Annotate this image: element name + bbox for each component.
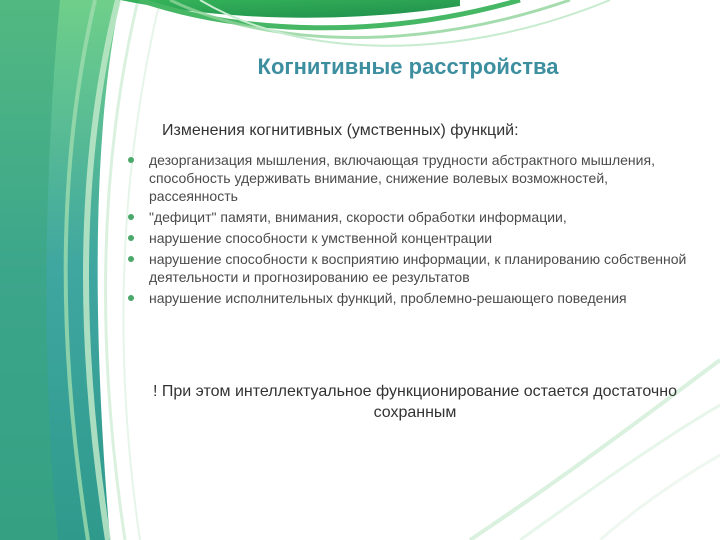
slide-title: Когнитивные расстройства	[257, 54, 559, 79]
bullet-text: дезорганизация мышления, включающая трудности абстрактного мышления, способность удерживать внимание, снижение волевых возможностей, рассеянность	[149, 152, 655, 204]
conclusion-note: ! При этом интеллектуальное функционирование остается достаточно сохранным	[153, 383, 677, 421]
bullet-text: "дефицит" памяти, внимания, скорости обработки информации,	[149, 209, 567, 225]
bullet-list	[128, 151, 698, 310]
bullet-dot-icon	[128, 214, 134, 220]
bullet-dot-icon	[128, 295, 134, 301]
bullet-dot-icon	[128, 256, 134, 262]
slide-subtitle: Изменения когнитивных (умственных) функций:	[162, 122, 519, 139]
bullet-item	[128, 289, 698, 307]
bullet-text: нарушение способности к восприятию информации, к планированию собственной деятельности и прогнозированию ее результатов	[149, 251, 687, 285]
bullet-item	[128, 151, 698, 205]
bullet-item	[128, 229, 698, 247]
bullet-dot-icon	[128, 235, 134, 241]
bullet-dot-icon	[128, 157, 134, 163]
bullet-text: нарушение исполнительных функций, проблемно-решающего поведения	[149, 290, 627, 306]
bullet-text: нарушение способности к умственной концентрации	[149, 230, 493, 246]
bullet-item	[128, 250, 698, 286]
bullet-item	[128, 208, 698, 226]
